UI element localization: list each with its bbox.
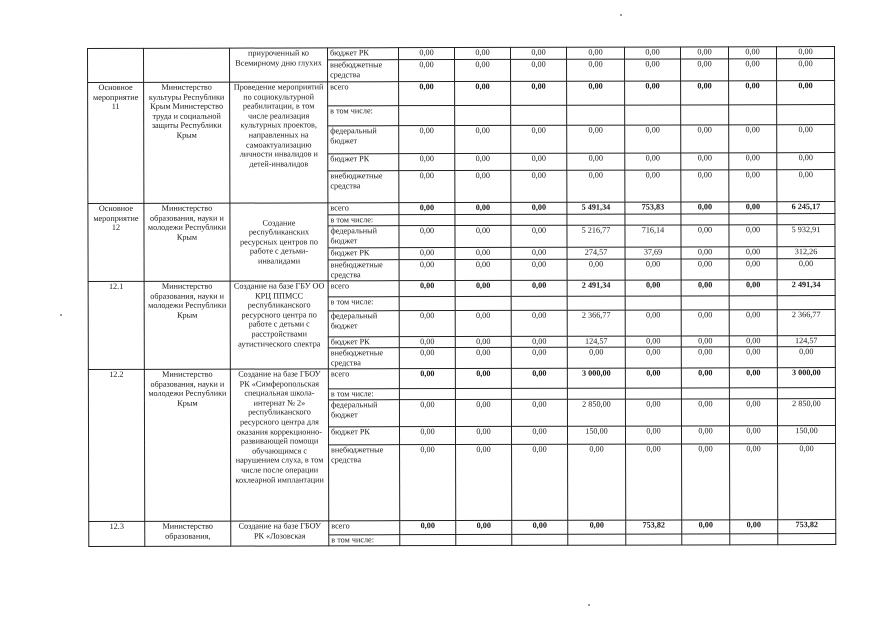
value-cell: [682, 534, 730, 545]
value-cell: 0,00: [399, 260, 455, 281]
value-cell: 0,00: [455, 81, 511, 105]
value-cell: 5 216,77: [567, 225, 625, 247]
value-cell: 0,00: [511, 347, 567, 368]
value-cell: 2 850,00: [567, 399, 625, 426]
item-number-cell: 12.3: [89, 521, 145, 546]
value-cell: 0,00: [625, 125, 681, 153]
funding-source-cell: бюджет РК: [328, 154, 399, 171]
responsible-cell: Министерство культуры Республики Крым Министерство труда и социальной защиты Республики Крым: [144, 82, 230, 203]
value-cell: [567, 105, 625, 125]
value-cell: 0,00: [511, 310, 567, 336]
funding-source-cell: внебюджетные средства: [328, 348, 399, 369]
value-cell: 0,00: [511, 399, 567, 426]
value-cell: 0,00: [625, 368, 681, 388]
value-cell: 0,00: [511, 153, 567, 170]
responsible-cell: Министерство образования, науки и молодежи Республики Крым: [144, 281, 230, 369]
funding-source-cell: в том числе:: [328, 106, 399, 126]
value-cell: 0,00: [625, 170, 681, 202]
value-cell: 0,00: [681, 153, 729, 170]
item-number-cell: 12.2: [88, 369, 144, 521]
value-cell: 37,69: [625, 247, 681, 259]
funding-source-cell: всего: [328, 82, 399, 106]
funding-source-cell: бюджет РК: [328, 427, 399, 445]
value-cell: 0,00: [681, 225, 729, 247]
value-cell: 0,00: [512, 520, 568, 534]
value-cell: 0,00: [510, 47, 566, 59]
value-cell: 3 000,00: [567, 368, 625, 388]
value-cell: 0,00: [681, 368, 729, 388]
value-cell: 0,00: [567, 347, 625, 368]
value-cell: 0,00: [625, 310, 681, 336]
value-cell: 0,00: [680, 47, 728, 59]
funding-source-cell: всего: [329, 521, 400, 535]
value-cell: 0,00: [681, 81, 729, 105]
value-cell: 0,00: [568, 444, 626, 520]
value-cell: 0,00: [455, 347, 511, 368]
funding-source-cell: всего: [328, 369, 399, 389]
value-cell: [777, 214, 835, 225]
funding-source-cell: внебюджетные средства: [328, 171, 399, 203]
value-cell: 0,00: [729, 280, 777, 296]
table-row: [88, 280, 835, 298]
value-cell: 716,14: [625, 225, 681, 247]
value-cell: 753,83: [625, 202, 681, 214]
funding-source-cell: бюджет РК: [328, 248, 399, 260]
value-cell: 0,00: [455, 310, 511, 336]
value-cell: 0,00: [511, 247, 567, 259]
value-cell: 0,00: [625, 259, 681, 280]
funding-source-cell: всего: [328, 281, 399, 297]
funding-source-cell: внебюджетные средства: [328, 260, 399, 281]
value-cell: 0,00: [778, 444, 836, 520]
value-cell: [626, 534, 682, 545]
value-cell: 0,00: [455, 202, 511, 214]
value-cell: 0,00: [399, 171, 455, 203]
value-cell: 0,00: [625, 336, 681, 347]
value-cell: 0,00: [681, 399, 729, 426]
scan-speck: [620, 14, 622, 16]
value-cell: [567, 388, 625, 399]
value-cell: 0,00: [455, 225, 511, 247]
funding-source-cell: внебюджетные средства: [328, 60, 399, 82]
value-cell: 0,00: [455, 280, 511, 296]
value-cell: 0,00: [681, 202, 729, 214]
value-cell: 0,00: [681, 59, 729, 81]
value-cell: 0,00: [567, 170, 625, 202]
value-cell: 0,00: [511, 259, 567, 280]
value-cell: 0,00: [625, 81, 681, 105]
value-cell: 0,00: [777, 153, 835, 170]
item-number-cell: 12.1: [88, 281, 144, 369]
value-cell: 0,00: [511, 368, 567, 388]
value-cell: 0,00: [625, 347, 681, 368]
value-cell: 753,82: [626, 520, 682, 534]
value-cell: 0,00: [511, 59, 567, 81]
value-cell: [511, 214, 567, 225]
value-cell: 0,00: [777, 170, 835, 202]
value-cell: 3 000,00: [777, 368, 835, 388]
value-cell: 0,00: [455, 170, 511, 202]
value-cell: [400, 535, 456, 546]
value-cell: 0,00: [567, 59, 625, 81]
value-cell: 0,00: [624, 47, 680, 59]
scan-speck: [588, 604, 590, 606]
value-cell: 0,00: [399, 60, 455, 82]
value-cell: 0,00: [511, 426, 567, 444]
value-cell: 0,00: [625, 426, 681, 444]
value-cell: 0,00: [512, 444, 568, 520]
value-cell: 0,00: [567, 259, 625, 280]
funding-source-cell: всего: [328, 203, 399, 215]
value-cell: [730, 534, 778, 545]
value-cell: 2 491,34: [777, 280, 835, 296]
value-cell: 0,00: [729, 81, 777, 105]
value-cell: 124,57: [777, 336, 835, 347]
funding-source-cell: внебюджетные средства: [329, 445, 400, 521]
funding-source-cell: федеральный бюджет: [328, 226, 399, 248]
value-cell: 0,00: [399, 226, 455, 248]
value-cell: 0,00: [729, 225, 777, 247]
event-cell: Создание на базе ГБОУ РК «Симферопольская специальная школа-интернат № 2» республиканского ресурсного центра для оказания коррекционно-развивающей помощи обучающимся с нарушением слуха, в том числе после операции кохлеарной имплантации: [230, 369, 328, 521]
value-cell: 0,00: [729, 153, 777, 170]
value-cell: 0,00: [681, 125, 729, 153]
value-cell: [681, 105, 729, 125]
value-cell: 0,00: [730, 520, 778, 534]
value-cell: [511, 105, 567, 125]
value-cell: 2 366,77: [567, 310, 625, 336]
value-cell: 0,00: [729, 247, 777, 259]
value-cell: 0,00: [729, 170, 777, 202]
value-cell: 0,00: [455, 368, 511, 388]
value-cell: [399, 106, 455, 126]
funding-source-cell: бюджет РК: [328, 337, 399, 348]
value-cell: 5 932,91: [777, 225, 835, 247]
value-cell: 0,00: [399, 400, 455, 427]
value-cell: 0,00: [730, 444, 778, 520]
value-cell: [778, 534, 836, 545]
value-cell: 0,00: [729, 426, 777, 444]
value-cell: 0,00: [729, 368, 777, 388]
value-cell: 0,00: [511, 225, 567, 247]
value-cell: [729, 296, 777, 310]
value-cell: 0,00: [511, 81, 567, 105]
value-cell: 0,00: [455, 247, 511, 259]
budget-table: [87, 46, 836, 547]
value-cell: 0,00: [567, 125, 625, 153]
value-cell: 0,00: [399, 82, 455, 106]
document-page: [87, 48, 835, 547]
funding-source-cell: в том числе:: [329, 535, 400, 546]
value-cell: 0,00: [399, 427, 455, 445]
value-cell: 0,00: [455, 336, 511, 347]
value-cell: 753,82: [778, 520, 836, 534]
value-cell: [625, 105, 681, 125]
value-cell: 0,00: [681, 170, 729, 202]
value-cell: [625, 296, 681, 310]
item-number-cell: Основное мероприятие 11: [88, 82, 144, 203]
value-cell: 0,00: [511, 125, 567, 153]
value-cell: 0,00: [625, 153, 681, 170]
responsible-cell: [144, 48, 230, 82]
value-cell: [681, 296, 729, 310]
value-cell: 0,00: [777, 125, 835, 153]
value-cell: 0,00: [400, 521, 456, 535]
value-cell: 0,00: [682, 444, 730, 520]
value-cell: 0,00: [399, 281, 455, 297]
value-cell: 0,00: [729, 310, 777, 336]
value-cell: 0,00: [729, 336, 777, 347]
value-cell: 0,00: [455, 259, 511, 280]
value-cell: 0,00: [455, 47, 511, 59]
value-cell: [455, 214, 511, 225]
value-cell: 0,00: [681, 310, 729, 336]
event-cell: Создание на базе ГБУ ОО КРЦ ППМСС республиканского ресурсного центра по работе с детьми с расстройствами аутистического спектра: [230, 281, 328, 369]
value-cell: 0,00: [455, 59, 511, 81]
value-cell: 0,00: [399, 337, 455, 348]
value-cell: [455, 296, 511, 310]
value-cell: 312,26: [777, 247, 835, 259]
responsible-cell: Министерство образования, науки и молодежи Республики Крым: [144, 203, 230, 281]
value-cell: 0,00: [456, 444, 512, 520]
value-cell: 0,00: [399, 369, 455, 389]
value-cell: [511, 296, 567, 310]
value-cell: [729, 388, 777, 399]
value-cell: 0,00: [399, 203, 455, 215]
value-cell: 0,00: [568, 520, 626, 534]
value-cell: 0,00: [511, 280, 567, 296]
responsible-cell: Министерство образования, науки и молодежи Республики Крым: [144, 369, 230, 521]
value-cell: 124,57: [567, 336, 625, 347]
value-cell: 0,00: [625, 59, 681, 81]
event-cell: Проведение мероприятий по социокультурной реабилитации, в том числе реализация культурных проектов, направленных на самоактуализацию личности инвалидов и детей-инвалидов: [230, 82, 328, 203]
value-cell: [399, 215, 455, 226]
value-cell: 0,00: [399, 311, 455, 337]
value-cell: 0,00: [729, 125, 777, 153]
value-cell: 0,00: [399, 126, 455, 154]
event-cell: Создание на базе ГБОУ РК «Лозовская: [231, 521, 329, 546]
funding-source-cell: федеральный бюджет: [328, 400, 399, 427]
value-cell: 2 491,34: [567, 280, 625, 296]
value-cell: 0,00: [511, 202, 567, 214]
value-cell: [625, 214, 681, 225]
value-cell: 0,00: [399, 248, 455, 260]
item-number-cell: [88, 48, 144, 82]
value-cell: 0,00: [729, 202, 777, 214]
value-cell: 0,00: [455, 125, 511, 153]
value-cell: 0,00: [399, 348, 455, 369]
value-cell: [777, 388, 835, 399]
responsible-cell: Министерство образования,: [145, 521, 231, 546]
value-cell: 0,00: [729, 59, 777, 81]
table-row: [88, 81, 835, 107]
value-cell: 150,00: [777, 426, 835, 444]
value-cell: 5 491,34: [567, 202, 625, 214]
funding-source-cell: бюджет РК: [328, 48, 399, 60]
value-cell: 0,00: [625, 280, 681, 296]
funding-source-cell: в том числе:: [328, 215, 399, 226]
value-cell: [512, 534, 568, 545]
value-cell: [681, 214, 729, 225]
value-cell: 0,00: [511, 336, 567, 347]
value-cell: [399, 389, 455, 400]
value-cell: 0,00: [681, 247, 729, 259]
value-cell: 0,00: [777, 259, 835, 280]
event-cell: Создание республиканских ресурсных центров по работе с детьми-инвалидами: [230, 203, 328, 281]
value-cell: [456, 534, 512, 545]
scan-speck: [60, 314, 62, 316]
value-cell: 0,00: [682, 520, 730, 534]
value-cell: [681, 388, 729, 399]
value-cell: 0,00: [729, 399, 777, 426]
value-cell: 0,00: [400, 445, 456, 521]
value-cell: [455, 388, 511, 399]
value-cell: 0,00: [567, 153, 625, 170]
value-cell: 150,00: [567, 426, 625, 444]
value-cell: 0,00: [681, 280, 729, 296]
value-cell: 0,00: [681, 259, 729, 280]
value-cell: 0,00: [456, 520, 512, 534]
funding-source-cell: в том числе:: [328, 389, 399, 400]
value-cell: 0,00: [625, 399, 681, 426]
value-cell: 0,00: [567, 81, 625, 105]
item-number-cell: Основное мероприятие 12: [88, 203, 144, 281]
table-row: [88, 368, 835, 390]
event-cell: приуроченный ко Всемирному дню глухих: [230, 48, 328, 82]
value-cell: 0,00: [681, 336, 729, 347]
value-cell: 0,00: [681, 426, 729, 444]
value-cell: 0,00: [455, 399, 511, 426]
value-cell: 0,00: [681, 347, 729, 368]
value-cell: 0,00: [566, 47, 624, 59]
value-cell: 0,00: [399, 154, 455, 171]
value-cell: [567, 214, 625, 225]
value-cell: 0,00: [728, 47, 776, 59]
value-cell: 0,00: [455, 153, 511, 170]
value-cell: [568, 534, 626, 545]
funding-source-cell: федеральный бюджет: [328, 126, 399, 154]
value-cell: 2 850,00: [777, 399, 835, 426]
value-cell: 6 245,17: [777, 202, 835, 214]
value-cell: [511, 388, 567, 399]
value-cell: 2 366,77: [777, 310, 835, 336]
value-cell: 274,57: [567, 247, 625, 259]
value-cell: [777, 296, 835, 310]
value-cell: [567, 296, 625, 310]
value-cell: [399, 297, 455, 311]
value-cell: 0,00: [626, 444, 682, 520]
funding-source-cell: федеральный бюджет: [328, 311, 399, 337]
value-cell: 0,00: [777, 59, 835, 81]
value-cell: 0,00: [455, 426, 511, 444]
value-cell: [625, 388, 681, 399]
value-cell: 0,00: [777, 81, 835, 105]
value-cell: 0,00: [776, 47, 834, 59]
value-cell: 0,00: [729, 347, 777, 368]
value-cell: [729, 214, 777, 225]
value-cell: 0,00: [777, 347, 835, 368]
value-cell: [729, 105, 777, 125]
value-cell: 0,00: [399, 48, 455, 60]
value-cell: 0,00: [729, 259, 777, 280]
funding-source-cell: в том числе:: [328, 297, 399, 311]
value-cell: 0,00: [511, 170, 567, 202]
value-cell: [777, 105, 835, 125]
value-cell: [455, 105, 511, 125]
